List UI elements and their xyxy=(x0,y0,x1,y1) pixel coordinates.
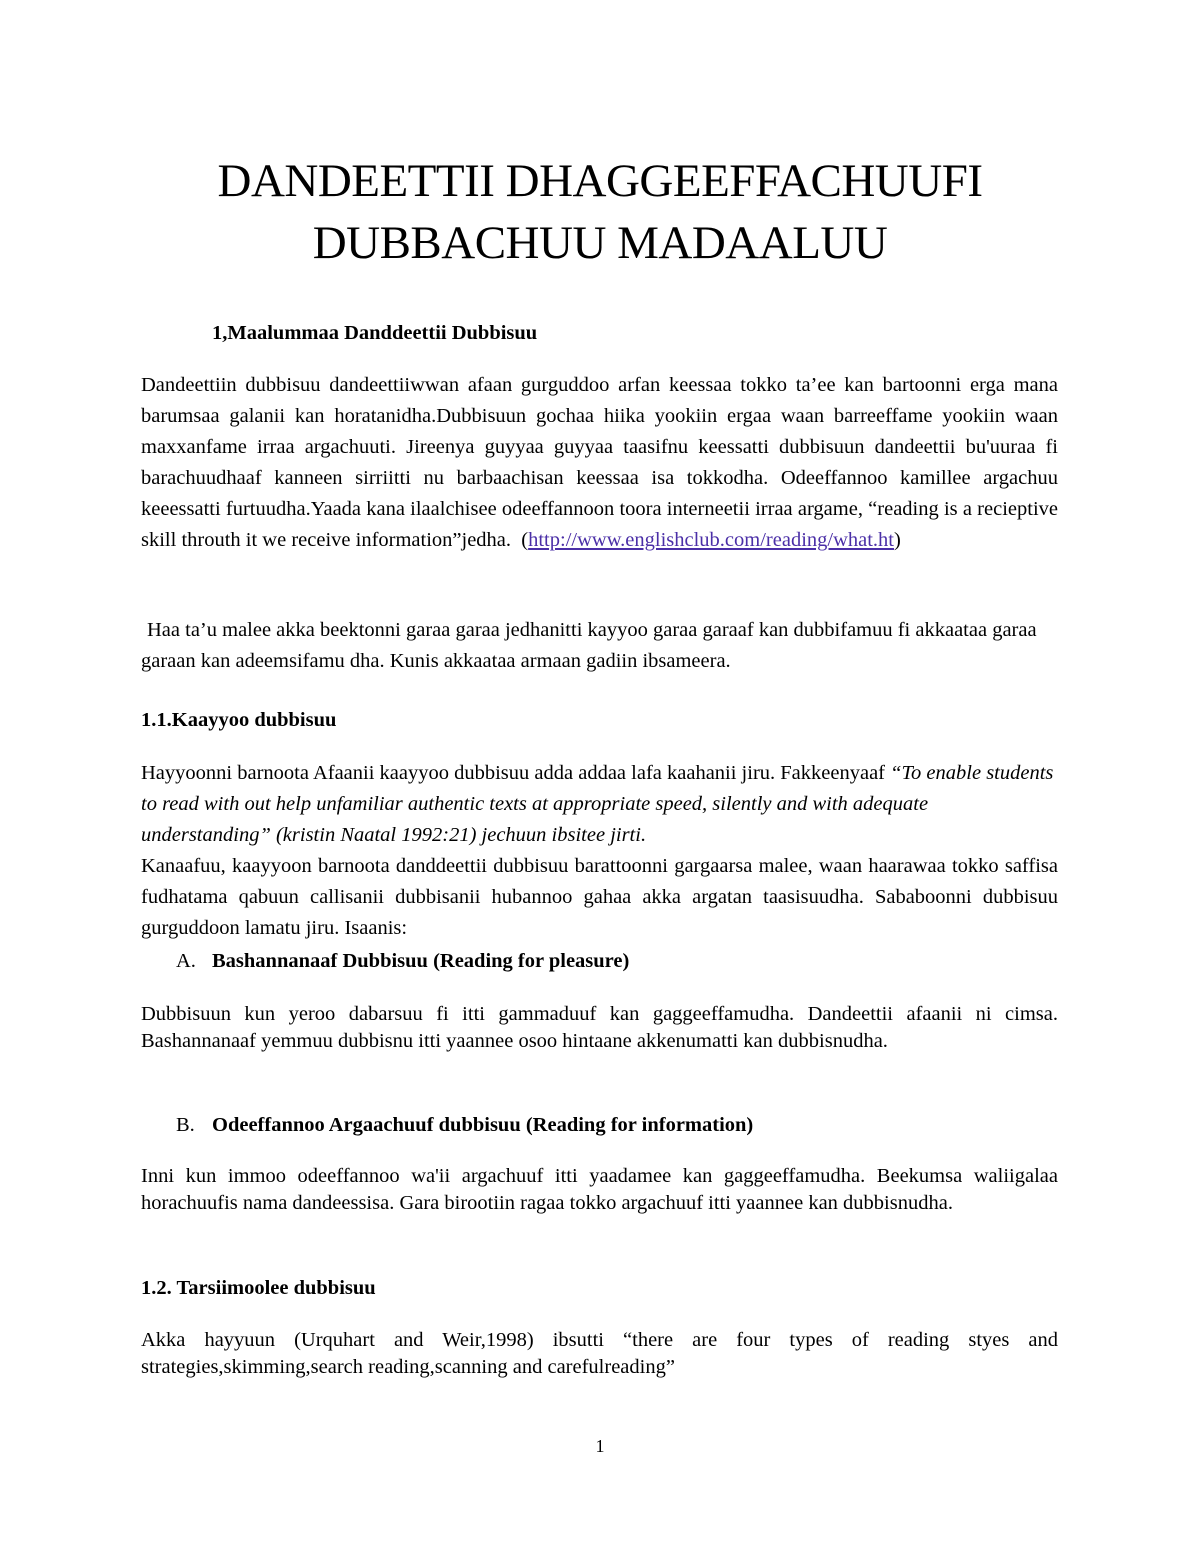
section-1-1-title: Kaayyoo dubbisuu xyxy=(171,709,337,731)
document-title xyxy=(0,150,1200,274)
title-line-1: DANDEETTII DHAGGEEFFACHUUFI xyxy=(217,155,983,207)
title-line-2: DUBBACHUU MADAALUU xyxy=(312,217,888,269)
englishclub-link[interactable]: http://www.englishclub.com/reading/what.ht xyxy=(528,529,895,551)
item-a-paragraph: Dubbisuun kun yeroo dabarsuu fi itti gammaduuf kan gaggeeffamudha. Dandeettii afaanii ni cimsa. Bashannanaaf yemmuu dubbisnu itti yaannee osoo hintaane akkenumatti kan dubbisnudha. xyxy=(141,1003,1058,1052)
list-item-b xyxy=(176,1110,753,1140)
section-1-1-paragraph-2: Kanaafuu, kaayyoon barnoota danddeettii dubbisuu barattoonni gargaarsa malee, waan haarawaa tokko saffisa fudhatama qabuun callisanii dubbisanii hubannoo gahaa akka argatan taasisuudha. Sababoonni dubbisuu gurguddoon lamatu jiru. Isaanis: xyxy=(141,855,1058,939)
paren-open: ( xyxy=(521,529,529,551)
list-marker-a: A. xyxy=(176,950,196,972)
list-label-b: Odeeffannoo Argaachuuf dubbisuu (Reading for information) xyxy=(212,1114,754,1136)
item-b-paragraph: Inni kun immoo odeeffannoo wa'ii argachuuf itti yaadamee kan gaggeeffamudha. Beekumsa waliigalaa horachuufis nama dandeessisa. Gara birootiin ragaa tokko argachuuf itti yaannee kan dubbisnudha. xyxy=(141,1165,1058,1214)
page-number: 1 xyxy=(595,1436,605,1456)
section-1-2-heading: 1.2. Tarsiimoolee dubbisuu xyxy=(141,1277,376,1299)
list-item-a xyxy=(176,946,629,976)
paren-close: ) xyxy=(894,529,901,551)
section-1-1-paragraph-1-text: Hayyoonni barnoota Afaanii kaayyoo dubbisuu adda addaa lafa kaahanii jiru. Fakkeenyaaf xyxy=(141,762,891,784)
section-1-2-paragraph: Akka hayyuun (Urquhart and Weir,1998) ibsutti “there are four types of reading styes and strategies,skimming,search reading,scanning and carefulreading” xyxy=(141,1329,1058,1378)
list-label-a: Bashannanaaf Dubbisuu (Reading for pleasure) xyxy=(212,950,630,972)
section-1-1-paragraph-1 xyxy=(141,758,1058,851)
section-1-1-number: 1.1. xyxy=(141,709,172,731)
section-1-1-quote: “To enable students to read with out help unfamiliar authentic texts at appropriate speed, silently and with adequate understanding” (kristin Naatal 1992:21) jechuun ibsitee jirti. xyxy=(141,762,1054,846)
list-marker-b: B. xyxy=(176,1114,195,1136)
section-1-paragraph-2: Haa ta’u malee akka beektonni garaa garaa jedhanitti kayyoo garaa garaaf kan dubbifamuu fi akkaataa garaa garaan kan adeemsifamu dha. Kunis akkaataa armaan gadiin ibsameera. xyxy=(141,619,1037,672)
section-1-1-heading xyxy=(141,705,336,735)
section-1-paragraph-1-text: Dandeettiin dubbisuu dandeettiiwwan afaan gurguddoo arfan keessaa tokko ta’ee kan bartoonni erga mana barumsaa galanii kan horatanidha.Dubbisuun gochaa hiika yookiin ergaa waan barreeffame yookiin waan maxxanfame irraa argachuuti. Jireenya guyyaa guyyaa taasifnu keessatti dubbisuun dandeettii bu'uuraa fi barachuudhaaf kanneen sirriitti nu barbaachisan keessaa isa tokkodha. Odeeffannoo kamillee argachuu keeessatti furtuudha.Yaada kana ilaalchisee odeeffannoon toora interneetii irraa argame, “reading is a recieptive skill throuth it we receive information”jedha. xyxy=(141,374,1058,551)
section-1-paragraph-1 xyxy=(141,370,1058,556)
section-1-heading: 1,Maalummaa Danddeettii Dubbisuu xyxy=(212,322,538,344)
